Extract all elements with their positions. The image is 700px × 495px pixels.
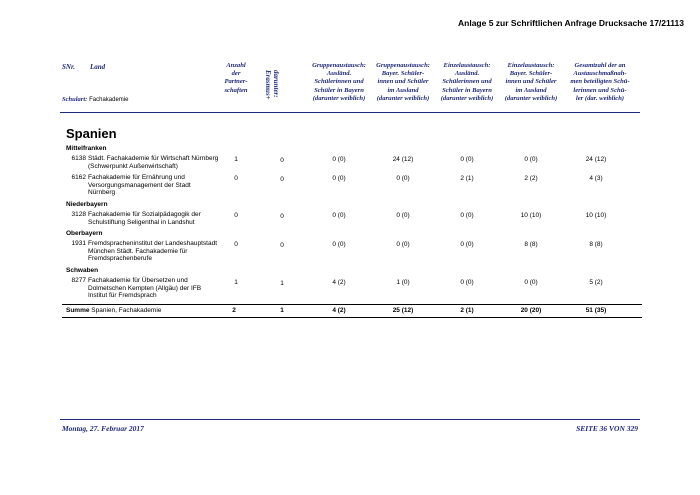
header-land: Land xyxy=(90,63,106,71)
region-heading: Schwaben xyxy=(66,267,99,274)
header-erasmus xyxy=(262,68,302,108)
footer-date: Montag, 27. Februar 2017 xyxy=(62,424,144,433)
cell-erasmus: 0 xyxy=(280,242,284,249)
cell-grp-bay: 0 (0) xyxy=(396,175,410,182)
school-name: Städt. Fachakademie für Wirtschaft Nürnberg (Schwerpunkt Außenwirtschaft) xyxy=(88,155,219,170)
summary-grp-ausl: 4 (2) xyxy=(332,307,346,314)
cell-gesamt: 10 (10) xyxy=(585,212,607,219)
svg-text:darunter:: darunter: xyxy=(272,70,280,98)
cell-gesamt: 24 (12) xyxy=(585,156,607,163)
cell-ein-ausl: 0 (0) xyxy=(460,279,474,286)
cell-ein-bay: 8 (8) xyxy=(524,241,538,248)
school-nr: 3128 xyxy=(71,211,86,218)
cell-grp-bay: 24 (12) xyxy=(392,156,414,163)
cell-partner: 0 xyxy=(234,175,238,182)
cell-gesamt: 5 (2) xyxy=(589,279,603,286)
summary-grp-bay: 25 (12) xyxy=(392,307,414,314)
cell-grp-ausl: 0 (0) xyxy=(332,241,346,248)
summary-ein-ausl: 2 (1) xyxy=(460,307,474,314)
footer-rule xyxy=(60,419,640,420)
cell-ein-ausl: 0 (0) xyxy=(460,241,474,248)
cell-erasmus: 0 xyxy=(280,176,284,183)
summary-label-rest: Spanien, Fachakademie xyxy=(91,307,162,314)
school-name: Fremdspracheninstitut der Landeshauptstadt München Städt. Fachakademie für Fremdsprachenberufe xyxy=(88,240,217,263)
header-ein-bay: Einzelaustausch: Bayer. Schüler- innen und Schüler im Ausland (darunter weiblich) xyxy=(504,62,558,102)
cell-partner: 0 xyxy=(234,212,238,219)
header-grp-ausl: Gruppenaustausch: Ausländ. Schülerinnen und Schüler in Bayern (darunter weiblich) xyxy=(312,62,366,102)
schulart-value: Fachakademie xyxy=(89,97,129,103)
cell-erasmus: 0 xyxy=(280,157,284,164)
cell-gesamt: 8 (8) xyxy=(589,241,603,248)
cell-ein-bay: 2 (2) xyxy=(524,175,538,182)
school-nr: 6138 xyxy=(71,155,86,162)
schulart-label: Schulart: xyxy=(62,96,88,103)
school-name: Fachakademie für Ernährung und Versorgungsmanagement der Stadt Nürnberg xyxy=(88,174,191,197)
summary-gesamt: 51 (35) xyxy=(585,307,607,314)
summary-label-bold: Summe xyxy=(66,307,90,314)
cell-grp-ausl: 0 (0) xyxy=(332,175,346,182)
cell-gesamt: 4 (3) xyxy=(589,175,603,182)
cell-partner: 0 xyxy=(234,241,238,248)
header-schulart xyxy=(62,96,128,103)
svg-text:Erasmus+: Erasmus+ xyxy=(264,70,272,100)
cell-partner: 1 xyxy=(234,156,238,163)
region-heading: Mittelfranken xyxy=(66,145,107,152)
header-ein-ausl: Einzelaustausch: Ausländ. Schülerinnen und Schüler in Bayern (darunter weiblich) xyxy=(440,62,494,102)
header-snr: SNr. xyxy=(62,63,76,71)
cell-ein-ausl: 0 (0) xyxy=(460,212,474,219)
cell-grp-ausl: 0 (0) xyxy=(332,212,346,219)
summary-label xyxy=(66,307,161,314)
school-nr: 6162 xyxy=(71,174,86,181)
cell-ein-bay: 0 (0) xyxy=(524,279,538,286)
summary-rule xyxy=(62,304,642,305)
summary-ein-bay: 20 (20) xyxy=(520,307,542,314)
cell-erasmus: 0 xyxy=(280,213,284,220)
cell-grp-bay: 0 (0) xyxy=(396,212,410,219)
cell-grp-ausl: 0 (0) xyxy=(332,156,346,163)
cell-grp-bay: 1 (0) xyxy=(396,279,410,286)
region-heading: Niederbayern xyxy=(66,201,108,208)
footer-page: SEITE 36 VON 329 xyxy=(576,424,638,433)
school-nr: 8277 xyxy=(71,277,86,284)
cell-ein-bay: 10 (10) xyxy=(520,212,542,219)
page-header: Anlage 5 zur Schriftlichen Anfrage Drucksache 17/21113 xyxy=(458,18,684,28)
cell-grp-bay: 0 (0) xyxy=(396,241,410,248)
header-rule xyxy=(60,112,640,113)
summary-erasmus: 1 xyxy=(280,307,284,314)
country-heading: Spanien xyxy=(66,126,117,141)
school-name: Fachakademie für Sozialpädagogik der Schulstiftung Seligenthal in Landshut xyxy=(88,211,201,226)
header-gesamt: Gesamtzahl der an Austauschmaßnah- men beteiligten Schü- lerinnen und Schü- ler (dar. weiblich) xyxy=(570,62,630,102)
school-nr: 1931 xyxy=(71,240,86,247)
school-name: Fachakademie für Übersetzen und Dolmetschen Kempten (Allgäu) der IFB Institut für Fremdsprach xyxy=(88,277,202,300)
cell-ein-bay: 0 (0) xyxy=(524,156,538,163)
header-partner: Anzahl der Partner- schaften xyxy=(224,62,248,94)
summary-partner: 2 xyxy=(232,307,236,314)
cell-partner: 1 xyxy=(234,279,238,286)
cell-ein-ausl: 0 (0) xyxy=(460,156,474,163)
cell-ein-ausl: 2 (1) xyxy=(460,175,474,182)
region-heading: Oberbayern xyxy=(66,230,103,237)
header-grp-bay: Gruppenaustausch: Bayer. Schüler- innen und Schüler im Ausland (darunter weiblich) xyxy=(376,62,430,102)
cell-erasmus: 1 xyxy=(280,280,284,287)
summary-bottom-rule xyxy=(62,317,642,318)
cell-grp-ausl: 4 (2) xyxy=(332,279,346,286)
